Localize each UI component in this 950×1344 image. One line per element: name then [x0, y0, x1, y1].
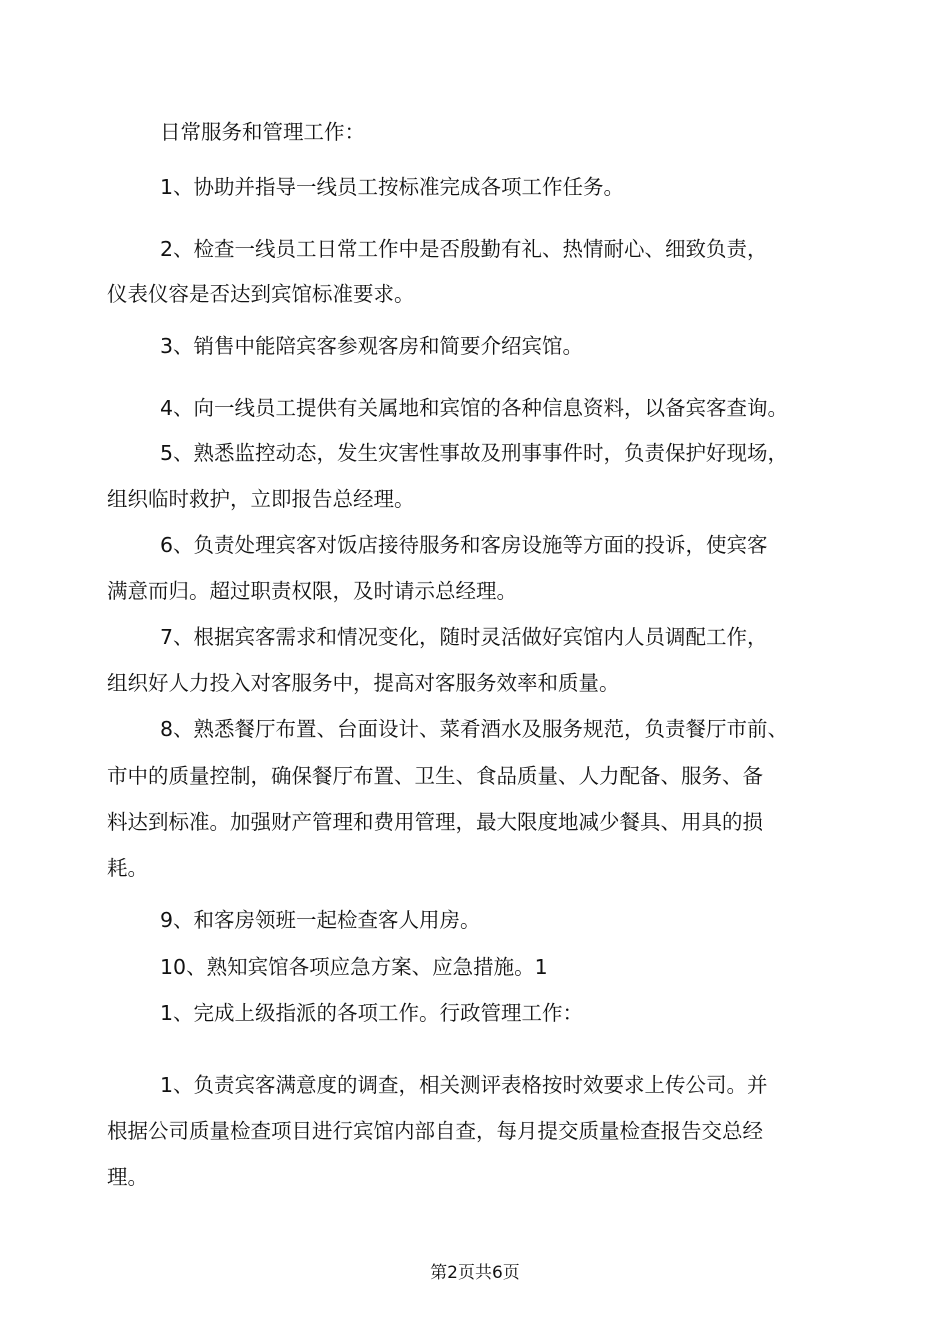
text-line: 满意而归。超过职责权限，及时请示总经理。: [107, 579, 517, 603]
text-line: 理。: [107, 1165, 148, 1189]
text-line: 根据公司质量检查项目进行宾馆内部自查，每月提交质量检查报告交总经: [107, 1119, 763, 1143]
text-line: 组织临时救护，立即报告总经理。: [107, 487, 415, 511]
text-line: 4、向一线员工提供有关属地和宾馆的各种信息资料，以备宾客查询。: [160, 396, 789, 420]
text-line: 2、检查一线员工日常工作中是否殷勤有礼、热情耐心、细致负责，: [160, 237, 768, 261]
text-line: 8、熟悉餐厅布置、台面设计、菜肴酒水及服务规范，负责餐厅市前、: [160, 717, 789, 741]
text-line: 仪表仪容是否达到宾馆标准要求。: [107, 282, 415, 306]
text-line: 3、销售中能陪宾客参观客房和简要介绍宾馆。: [160, 334, 584, 358]
text-line: 5、熟悉监控动态，发生灾害性事故及刑事事件时，负责保护好现场，: [160, 441, 789, 465]
page-number: 第2页共6页: [430, 1263, 520, 1283]
text-line: 7、根据宾客需求和情况变化，随时灵活做好宾馆内人员调配工作，: [160, 625, 768, 649]
text-line: 1、负责宾客满意度的调查，相关测评表格按时效要求上传公司。并: [160, 1073, 768, 1097]
text-line: 料达到标准。加强财产管理和费用管理，最大限度地减少餐具、用具的损: [107, 810, 763, 834]
text-line: 6、负责处理宾客对饭店接待服务和客房设施等方面的投诉，使宾客: [160, 533, 768, 557]
text-line: 1、完成上级指派的各项工作。行政管理工作：: [160, 1001, 584, 1025]
text-line: 耗。: [107, 856, 148, 880]
text-line: 10、熟知宾馆各项应急方案、应急措施。1: [160, 955, 548, 979]
text-line: 9、和客房领班一起检查客人用房。: [160, 908, 481, 932]
text-line: 市中的质量控制，确保餐厅布置、卫生、食品质量、人力配备、服务、备: [107, 764, 763, 788]
text-line: 日常服务和管理工作：: [160, 120, 365, 144]
text-line: 组织好人力投入对客服务中，提高对客服务效率和质量。: [107, 671, 620, 695]
text-line: 1、协助并指导一线员工按标准完成各项工作任务。: [160, 175, 625, 199]
